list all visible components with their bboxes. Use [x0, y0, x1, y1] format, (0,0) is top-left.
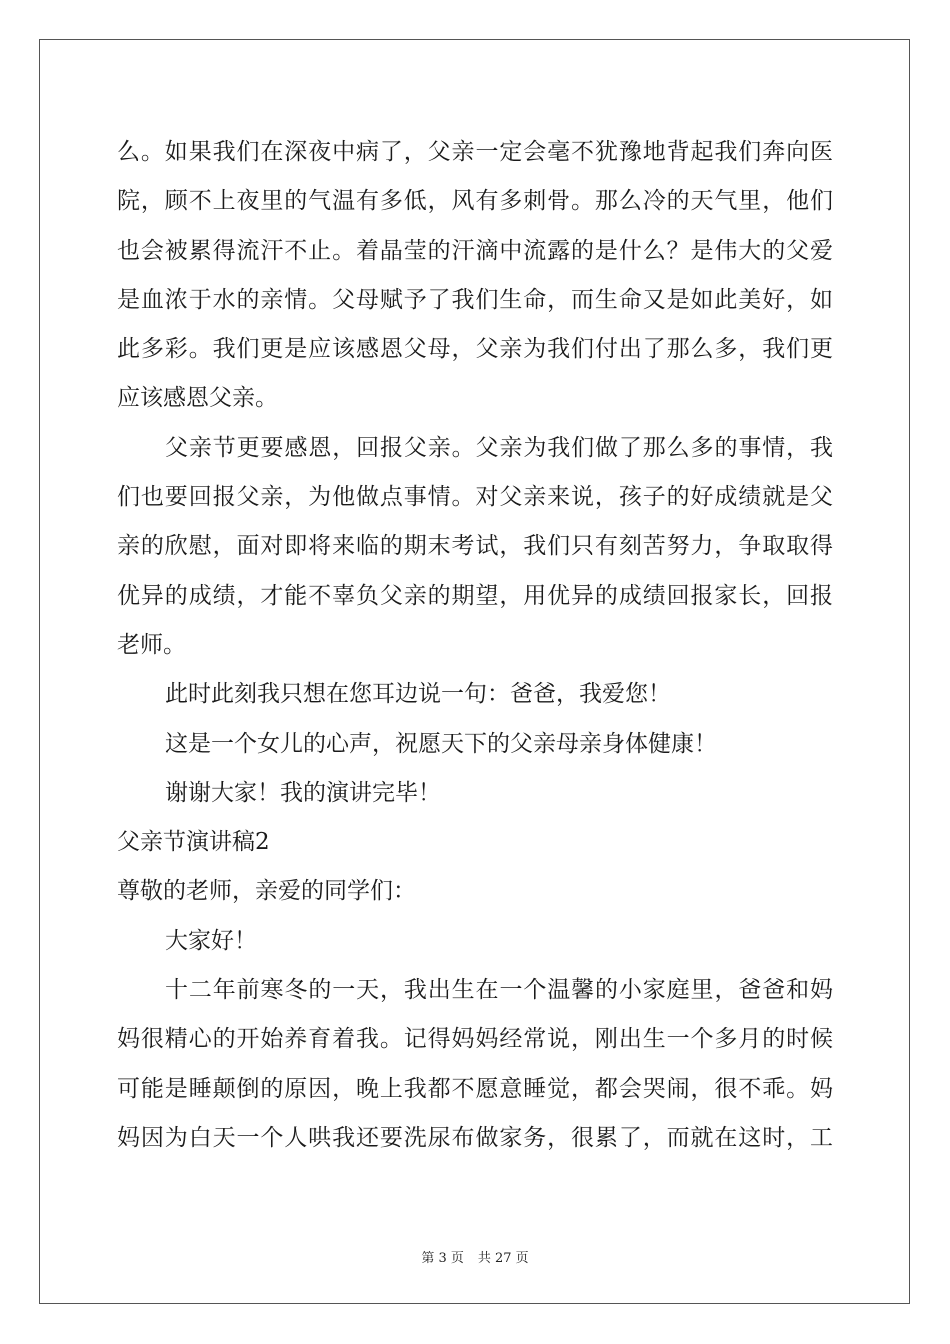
text-line: 妈很精心的开始养育着我。记得妈妈经常说，刚出生一个多月的时候 — [117, 1026, 833, 1053]
text-line: 此时此刻我只想在您耳边说一句：爸爸，我爱您！ — [165, 681, 671, 708]
document-body — [117, 128, 833, 1163]
text-line: 父亲节更要感恩，回报父亲。父亲为我们做了那么多的事情，我 — [165, 434, 833, 461]
text-line: 父亲节演讲稿2 — [117, 829, 270, 856]
text-line: 是血浓于水的亲情。父母赋予了我们生命，而生命又是如此美好，如 — [117, 286, 833, 313]
text-line: 老师。 — [117, 631, 186, 658]
text-line: 优异的成绩，才能不辜负父亲的期望，用优异的成绩回报家长，回报 — [117, 582, 833, 609]
page-number: 第 3 页 — [421, 1251, 464, 1266]
text-line: 十二年前寒冬的一天，我出生在一个温馨的小家庭里，爸爸和妈 — [165, 977, 833, 1004]
text-line: 这是一个女儿的心声，祝愿天下的父亲母亲身体健康！ — [165, 730, 717, 757]
text-line: 么。如果我们在深夜中病了，父亲一定会毫不犹豫地背起我们奔向医 — [117, 139, 833, 165]
text-line: 可能是睡颠倒的原因，晚上我都不愿意睡觉，都会哭闹，很不乖。妈 — [117, 1075, 833, 1102]
page-total: 共 27 页 — [477, 1251, 529, 1266]
text-line: 此多彩。我们更是应该感恩父母，父亲为我们付出了那么多，我们更 — [117, 336, 833, 363]
text-line: 尊敬的老师，亲爱的同学们： — [117, 878, 416, 905]
text-line: 应该感恩父亲。 — [117, 385, 278, 412]
page-footer — [0, 1247, 950, 1266]
text-line: 亲的欣慰，面对即将来临的期末考试，我们只有刻苦努力，争取取得 — [117, 533, 833, 560]
text-line: 妈因为白天一个人哄我还要洗尿布做家务，很累了，而就在这时，工 — [117, 1124, 833, 1151]
text-line: 大家好！ — [165, 927, 257, 954]
text-line: 也会被累得流汗不止。着晶莹的汗滴中流露的是什么？是伟大的父爱 — [117, 237, 833, 264]
text-line: 院，顾不上夜里的气温有多低，风有多刺骨。那么冷的天气里，他们 — [117, 188, 833, 215]
text-line: 们也要回报父亲，为他做点事情。对父亲来说，孩子的好成绩就是父 — [117, 484, 833, 511]
text-line: 谢谢大家！我的演讲完毕！ — [165, 779, 441, 806]
